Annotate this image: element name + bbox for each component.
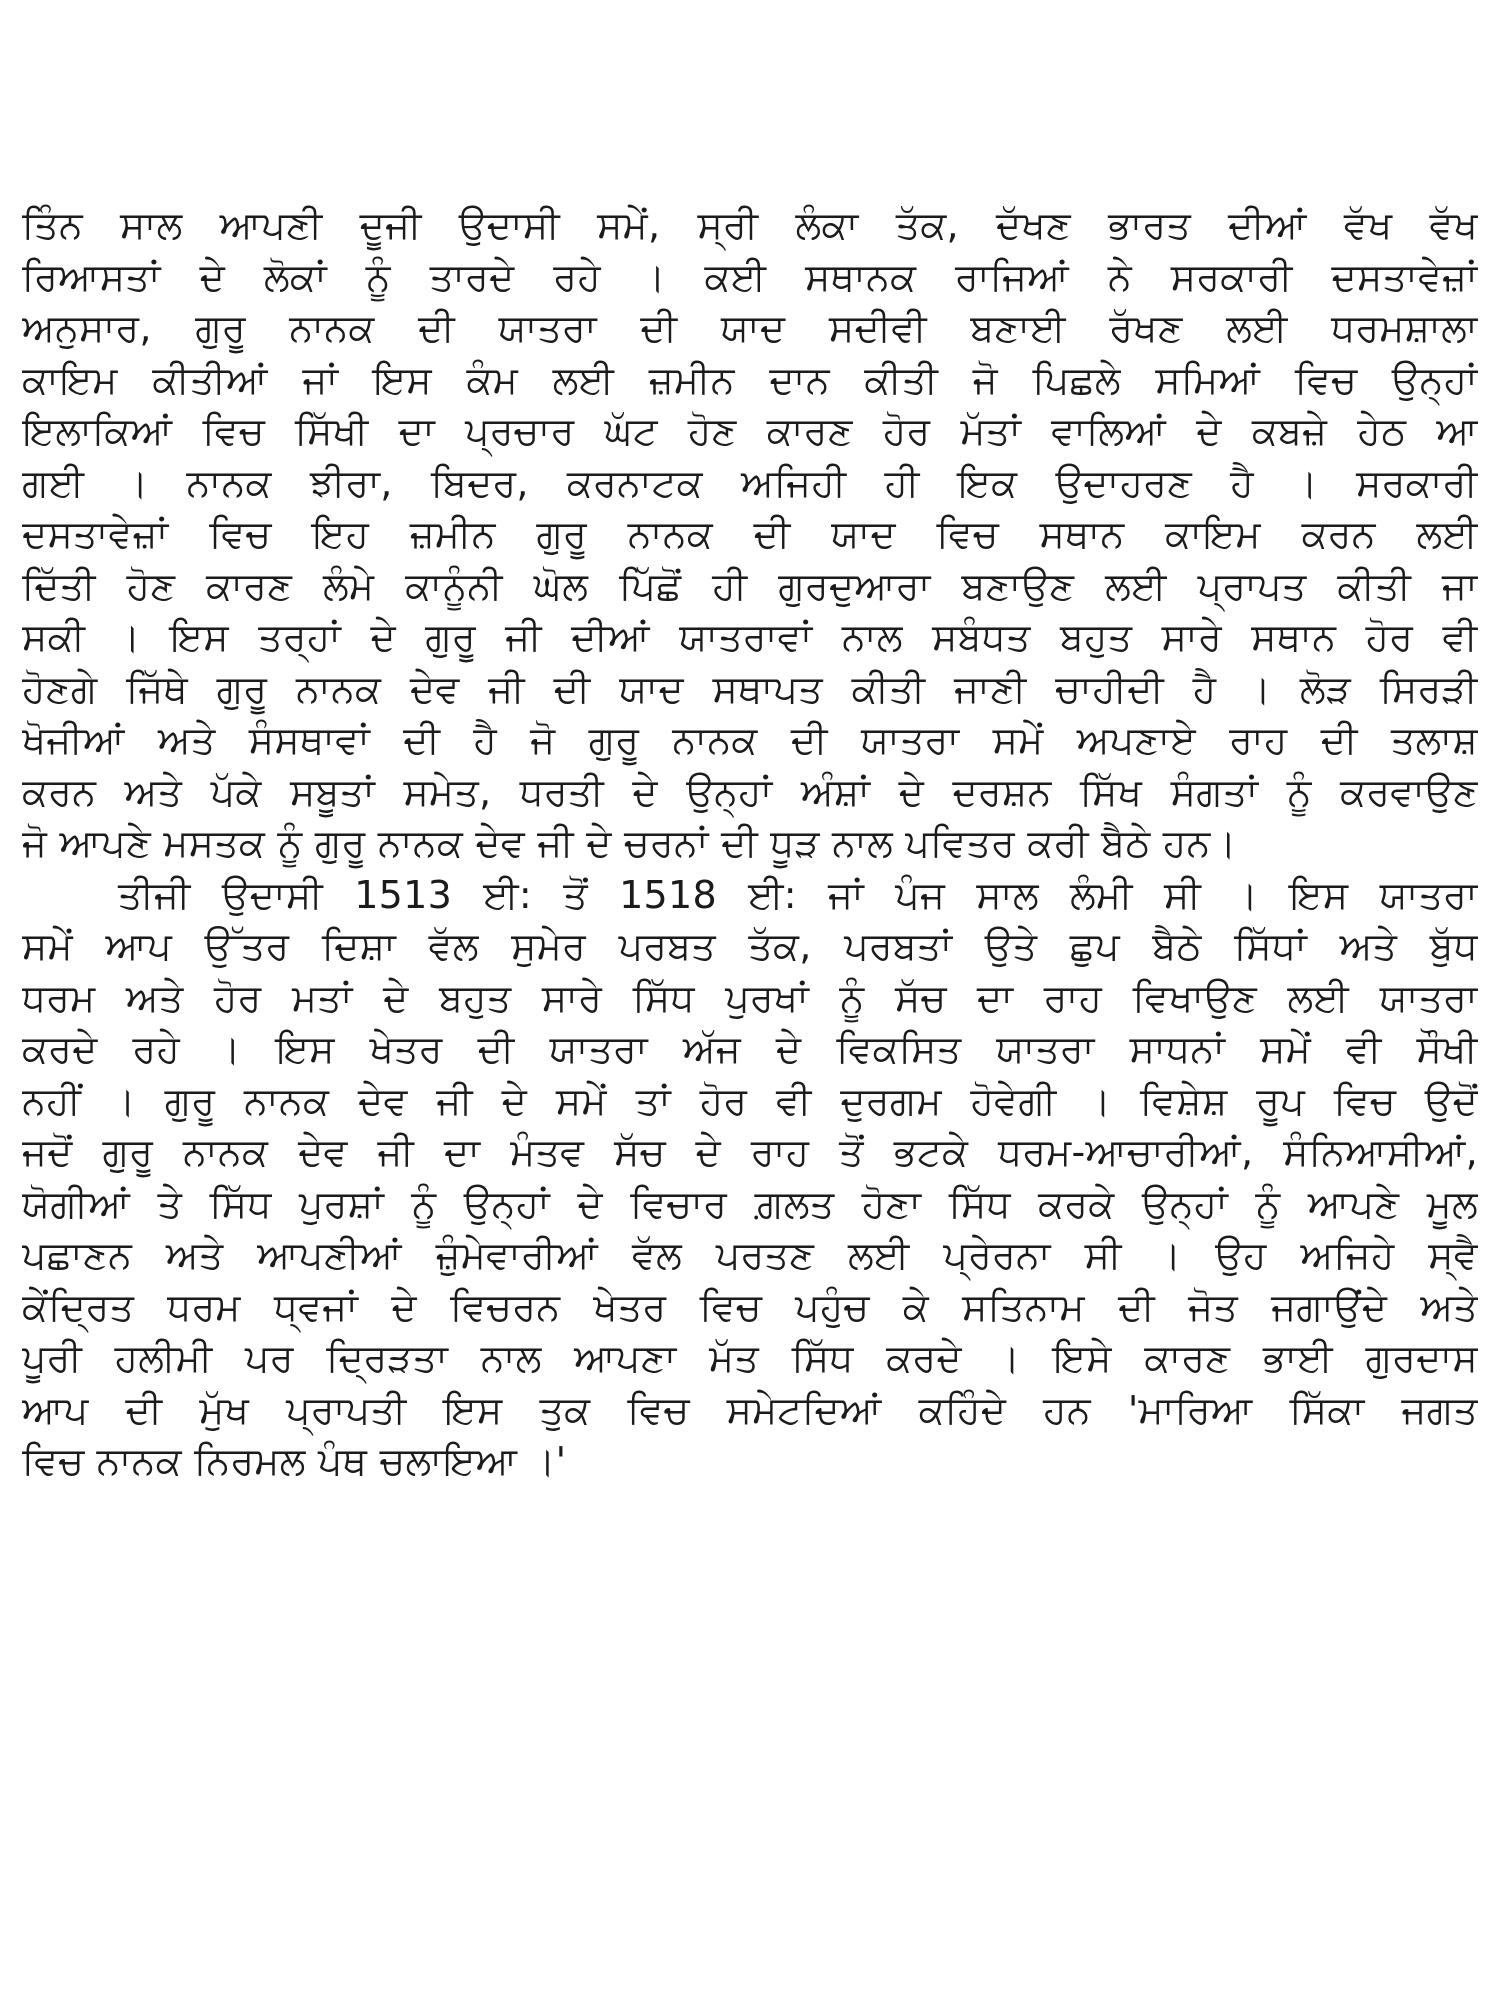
text-line: ਤੀਜੀ ਉਦਾਸੀ 1513 ਈ: ਤੋਂ 1518 ਈ: ਜਾਂ ਪੰਜ ਸਾਲ ਲੰਮੀ ਸੀ । ਇਸ ਯਾਤਰਾ [118, 872, 1478, 917]
text-line: ਯੋਗੀਆਂ ਤੇ ਸਿੱਧ ਪੁਰਸ਼ਾਂ ਨੂੰ ਉਨ੍ਹਾਂ ਦੇ ਵਿਚਾਰ ਗ਼ਲਤ ਹੋਣਾ ਸਿੱਧ ਕਰਕੇ ਉਨ੍ਹਾਂ ਨੂੰ ਆਪਣੇ ਮੂਲ [22, 1181, 1478, 1226]
text-line: ਕੇਂਦ੍ਰਿਤ ਧਰਮ ਧ੍ਵਜਾਂ ਦੇ ਵਿਚਰਨ ਖੇਤਰ ਵਿਚ ਪਹੁੰਚ ਕੇ ਸਤਿਨਾਮ ਦੀ ਜੋਤ ਜਗਾਉਂਦੇ ਅਤੇ [22, 1284, 1478, 1329]
text-line: ਜੋ ਆਪਣੇ ਮਸਤਕ ਨੂੰ ਗੁਰੂ ਨਾਨਕ ਦੇਵ ਜੀ ਦੇ ਚਰਨਾਂ ਦੀ ਧੂੜ ਨਾਲ ਪਵਿਤਰ ਕਰੀ ਬੈਠੇ ਹਨ। [22, 821, 1237, 865]
text-line: ਪਛਾਣਨ ਅਤੇ ਆਪਣੀਆਂ ਜ਼ੁੰਮੇਵਾਰੀਆਂ ਵੱਲ ਪਰਤਣ ਲਈ ਪ੍ਰੇਰਨਾ ਸੀ । ਉਹ ਅਜਿਹੇ ਸ੍ਵੈ [22, 1233, 1478, 1277]
text-line: ਵਿਚ ਨਾਨਕ ਨਿਰਮਲ ਪੰਥ ਚਲਾਇਆ ।' [22, 1439, 567, 1483]
text-line: ਗਈ । ਨਾਨਕ ਝੀਰਾ, ਬਿਦਰ, ਕਰਨਾਟਕ ਅਜਿਹੀ ਹੀ ਇਕ ਉਦਾਹਰਣ ਹੈ । ਸਰਕਾਰੀ [22, 460, 1478, 505]
text-line: ਅਨੁਸਾਰ, ਗੁਰੂ ਨਾਨਕ ਦੀ ਯਾਤਰਾ ਦੀ ਯਾਦ ਸਦੀਵੀ ਬਣਾਈ ਰੱਖਣ ਲਈ ਧਰਮਸ਼ਾਲਾ [22, 306, 1478, 350]
text-line: ਕਰਦੇ ਰਹੇ । ਇਸ ਖੇਤਰ ਦੀ ਯਾਤਰਾ ਅੱਜ ਦੇ ਵਿਕਸਿਤ ਯਾਤਰਾ ਸਾਧਨਾਂ ਸਮੇਂ ਵੀ ਸੌਖੀ [22, 1027, 1478, 1071]
text-line: ਦਿੱਤੀ ਹੋਣ ਕਾਰਣ ਲੰਮੇ ਕਾਨੂੰਨੀ ਘੋਲ ਪਿੱਛੋਂ ਹੀ ਗੁਰਦੁਆਰਾ ਬਣਾਉਣ ਲਈ ਪ੍ਰਾਪਤ ਕੀਤੀ ਜਾ [22, 563, 1478, 608]
paragraph-1 [22, 200, 1478, 870]
text-line: ਖੋਜੀਆਂ ਅਤੇ ਸੰਸਥਾਵਾਂ ਦੀ ਹੈ ਜੋ ਗੁਰੂ ਨਾਨਕ ਦੀ ਯਾਤਰਾ ਸਮੇਂ ਅਪਣਾਏ ਰਾਹ ਦੀ ਤਲਾਸ਼ [22, 718, 1478, 762]
paragraph-2 [22, 870, 1478, 1488]
text-line: ਕਾਇਮ ਕੀਤੀਆਂ ਜਾਂ ਇਸ ਕੰਮ ਲਈ ਜ਼ਮੀਨ ਦਾਨ ਕੀਤੀ ਜੋ ਪਿਛਲੇ ਸਮਿਆਂ ਵਿਚ ਉਨ੍ਹਾਂ [22, 357, 1478, 402]
text-line: ਆਪ ਦੀ ਮੁੱਖ ਪ੍ਰਾਪਤੀ ਇਸ ਤੁਕ ਵਿਚ ਸਮੇਟਦਿਆਂ ਕਹਿੰਦੇ ਹਨ 'ਮਾਰਿਆ ਸਿੱਕਾ ਜਗਤ [22, 1387, 1478, 1432]
text-line: ਰਿਆਸਤਾਂ ਦੇ ਲੋਕਾਂ ਨੂੰ ਤਾਰਦੇ ਰਹੇ । ਕਈ ਸਥਾਨਕ ਰਾਜਿਆਂ ਨੇ ਸਰਕਾਰੀ ਦਸਤਾਵੇਜ਼ਾਂ [22, 254, 1478, 299]
text-line: ਦਸਤਾਵੇਜ਼ਾਂ ਵਿਚ ਇਹ ਜ਼ਮੀਨ ਗੁਰੂ ਨਾਨਕ ਦੀ ਯਾਦ ਵਿਚ ਸਥਾਨ ਕਾਇਮ ਕਰਨ ਲਈ [22, 512, 1478, 556]
text-line: ਇਲਾਕਿਆਂ ਵਿਚ ਸਿੱਖੀ ਦਾ ਪ੍ਰਚਾਰ ਘੱਟ ਹੋਣ ਕਾਰਣ ਹੋਰ ਮੱਤਾਂ ਵਾਲਿਆਂ ਦੇ ਕਬਜ਼ੇ ਹੇਠ ਆ [22, 409, 1478, 453]
text-line: ਸਮੇਂ ਆਪ ਉੱਤਰ ਦਿਸ਼ਾ ਵੱਲ ਸੁਮੇਰ ਪਰਬਤ ਤੱਕ, ਪਰਬਤਾਂ ਉਤੇ ਛੁਪ ਬੈਠੇ ਸਿੱਧਾਂ ਅਤੇ ਬੁੱਧ [22, 924, 1478, 968]
text-line: ਕਰਨ ਅਤੇ ਪੱਕੇ ਸਬੂਤਾਂ ਸਮੇਤ, ਧਰਤੀ ਦੇ ਉਨ੍ਹਾਂ ਅੰਸ਼ਾਂ ਦੇ ਦਰਸ਼ਨ ਸਿੱਖ ਸੰਗਤਾਂ ਨੂੰ ਕਰਵਾਉਣ [22, 769, 1478, 814]
text-line: ਨਹੀਂ । ਗੁਰੂ ਨਾਨਕ ਦੇਵ ਜੀ ਦੇ ਸਮੇਂ ਤਾਂ ਹੋਰ ਵੀ ਦੁਰਗਮ ਹੋਵੇਗੀ । ਵਿਸ਼ੇਸ਼ ਰੂਪ ਵਿਚ ਉਦੋਂ [22, 1078, 1478, 1123]
text-line: ਧਰਮ ਅਤੇ ਹੋਰ ਮਤਾਂ ਦੇ ਬਹੁਤ ਸਾਰੇ ਸਿੱਧ ਪੁਰਖਾਂ ਨੂੰ ਸੱਚ ਦਾ ਰਾਹ ਵਿਖਾਉਣ ਲਈ ਯਾਤਰਾ [22, 975, 1478, 1020]
text-line: ਤਿੰਨ ਸਾਲ ਆਪਣੀ ਦੂਜੀ ਉਦਾਸੀ ਸਮੇਂ, ਸ੍ਰੀ ਲੰਕਾ ਤੱਕ, ਦੱਖਣ ਭਾਰਤ ਦੀਆਂ ਵੱਖ ਵੱਖ [22, 203, 1478, 247]
text-line: ਪੂਰੀ ਹਲੀਮੀ ਪਰ ਦ੍ਰਿੜਤਾ ਨਾਲ ਆਪਣਾ ਮੱਤ ਸਿੱਧ ਕਰਦੇ । ਇਸੇ ਕਾਰਣ ਭਾਈ ਗੁਰਦਾਸ [22, 1336, 1478, 1380]
text-line: ਜਦੋਂ ਗੁਰੂ ਨਾਨਕ ਦੇਵ ਜੀ ਦਾ ਮੰਤਵ ਸੱਚ ਦੇ ਰਾਹ ਤੋਂ ਭਟਕੇ ਧਰਮ-ਆਚਾਰੀਆਂ, ਸੰਨਿਆਸੀਆਂ, [22, 1130, 1478, 1174]
text-line: ਹੋਣਗੇ ਜਿੱਥੇ ਗੁਰੂ ਨਾਨਕ ਦੇਵ ਜੀ ਦੀ ਯਾਦ ਸਥਾਪਤ ਕੀਤੀ ਜਾਣੀ ਚਾਹੀਦੀ ਹੈ । ਲੋੜ ਸਿਰੜੀ [22, 666, 1478, 711]
body-text [22, 200, 1478, 1488]
text-line: ਸਕੀ । ਇਸ ਤਰ੍ਹਾਂ ਦੇ ਗੁਰੂ ਜੀ ਦੀਆਂ ਯਾਤਰਾਵਾਂ ਨਾਲ ਸਬੰਧਤ ਬਹੁਤ ਸਾਰੇ ਸਥਾਨ ਹੋਰ ਵੀ [22, 615, 1478, 659]
